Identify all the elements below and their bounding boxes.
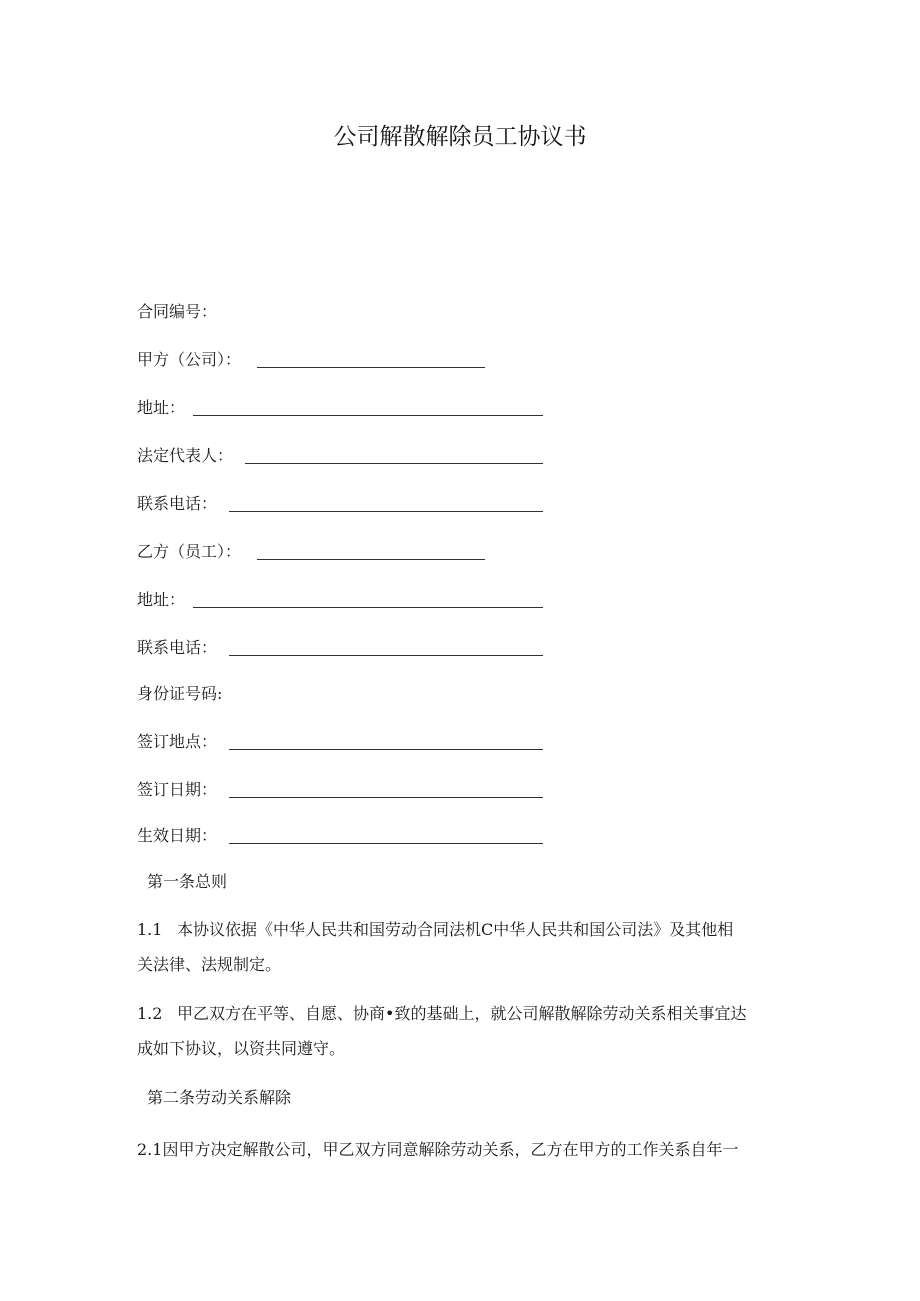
signing-date-field[interactable] xyxy=(137,778,557,802)
clause-1-1 xyxy=(137,918,787,978)
legal-representative-field[interactable] xyxy=(137,444,557,468)
clause-line xyxy=(137,1138,738,1162)
blank-line[interactable] xyxy=(229,749,543,750)
blank-line[interactable] xyxy=(229,511,543,512)
field-label: 合同编号： xyxy=(137,302,218,321)
party-a-phone-field[interactable] xyxy=(137,492,557,516)
clause-text: 2.1因甲方决定解散公司，甲乙双方同意解除劳动关系，乙方在甲方的工作关系自年一 xyxy=(137,1140,739,1159)
section-heading: 第二条劳动关系解除 xyxy=(147,1088,292,1107)
field-label: 地址： xyxy=(137,590,186,609)
clause-number: 1.2 xyxy=(137,1004,163,1023)
field-label: 签订日期： xyxy=(137,780,218,799)
blank-line[interactable] xyxy=(193,415,543,416)
blank-line[interactable] xyxy=(257,367,485,368)
clause-line xyxy=(137,918,733,942)
blank-line[interactable] xyxy=(229,655,543,656)
field-label: 乙方（员工）： xyxy=(137,542,242,561)
field-label: 地址： xyxy=(137,398,186,417)
field-label: 联系电话： xyxy=(137,494,218,513)
blank-line[interactable] xyxy=(229,797,543,798)
signing-place-field[interactable] xyxy=(137,730,557,754)
clause-line xyxy=(137,953,281,977)
clause-text: 甲乙双方在平等、自愿、协商•致的基础上，就公司解散解除劳动关系相关事宜达 xyxy=(177,1004,747,1023)
party-a-company-field[interactable] xyxy=(137,348,497,372)
blank-line[interactable] xyxy=(229,843,543,844)
field-label: 签订地点： xyxy=(137,732,218,751)
clause-text: 成如下协议，以资共同遵守。 xyxy=(137,1039,346,1058)
clause-line xyxy=(137,1002,746,1026)
field-label: 生效日期： xyxy=(137,826,218,845)
party-b-employee-field[interactable] xyxy=(137,540,497,564)
field-label: 联系电话： xyxy=(137,638,218,657)
field-label: 法定代表人： xyxy=(137,446,234,465)
field-label: 甲方（公司）： xyxy=(137,350,242,369)
clause-text: 本协议依据《中华人民共和国劳动合同法机C中华人民共和国公司法》及其他相 xyxy=(177,920,734,939)
clause-number: 1.1 xyxy=(137,920,163,939)
clause-1-2 xyxy=(137,1002,787,1062)
clause-text: 关法律、法规制定。 xyxy=(137,955,282,974)
blank-line[interactable] xyxy=(193,607,543,608)
section-heading: 第一条总则 xyxy=(147,872,228,891)
party-b-address-field[interactable] xyxy=(137,588,557,612)
party-b-phone-field[interactable] xyxy=(137,636,557,660)
clause-line xyxy=(137,1037,345,1061)
party-a-address-field[interactable] xyxy=(137,396,557,420)
clause-2-1 xyxy=(137,1138,787,1168)
document-title: 公司解散解除员工协议书 xyxy=(333,124,587,150)
blank-line[interactable] xyxy=(245,463,543,464)
field-label: 身份证号码: xyxy=(137,684,223,703)
blank-line[interactable] xyxy=(257,559,485,560)
effective-date-field[interactable] xyxy=(137,824,557,848)
